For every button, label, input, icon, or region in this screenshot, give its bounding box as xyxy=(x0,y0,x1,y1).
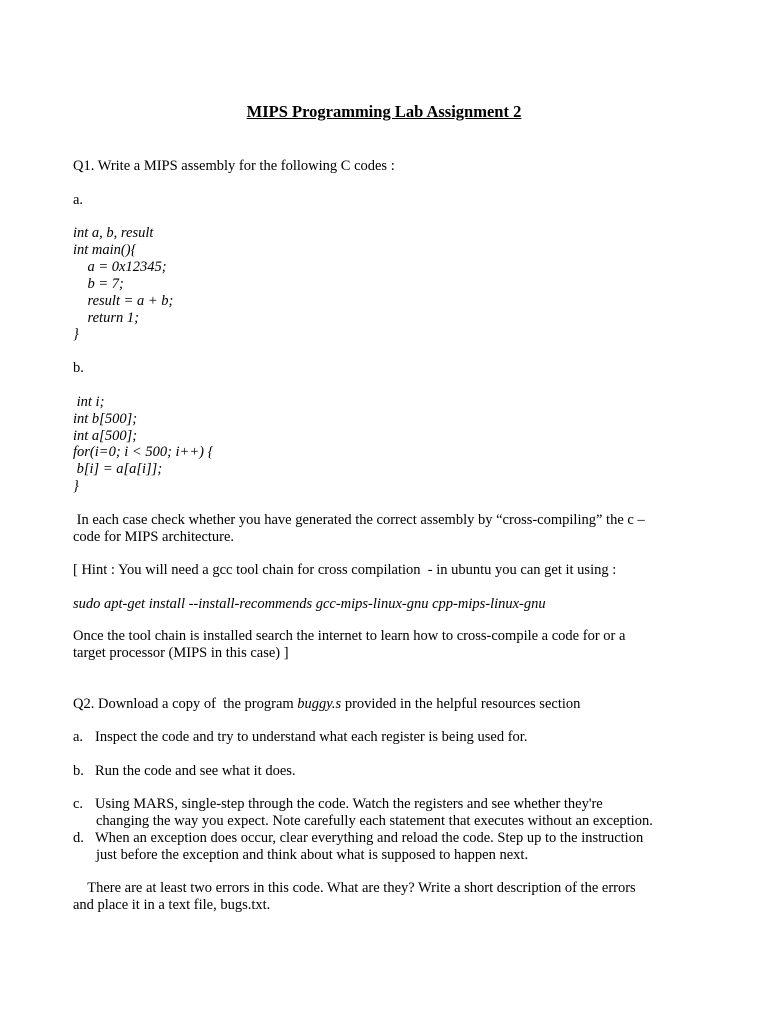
code-b-line: int i; xyxy=(73,394,105,410)
list-marker: b. xyxy=(73,763,84,779)
hint-text: [ Hint : You will need a gcc tool chain for cross compilation - in ubuntu you can get it using : xyxy=(73,562,617,578)
code-b-line: int b[500]; xyxy=(73,411,138,427)
code-a-line: } xyxy=(73,326,79,342)
closing-text-line: and place it in a text file, bugs.txt. xyxy=(73,897,271,913)
q1-part-b-label: b. xyxy=(73,360,84,376)
code-a-line: a = 0x12345; xyxy=(73,259,167,275)
q2-item-c xyxy=(73,796,603,813)
q2-heading xyxy=(73,696,580,713)
code-a-line: return 1; xyxy=(73,310,139,326)
list-item-text: Run the code and see what it does. xyxy=(95,763,296,779)
q2-item-d xyxy=(73,830,643,847)
list-item-continuation: just before the exception and think about what is supposed to happen next. xyxy=(96,847,529,863)
list-marker: d. xyxy=(73,830,84,846)
q1-heading: Q1. Write a MIPS assembly for the following C codes : xyxy=(73,158,395,174)
q2-heading-prefix: Q2. Download a copy of the program xyxy=(73,696,298,712)
code-b-line: } xyxy=(73,478,79,494)
list-item-continuation: changing the way you expect. Note carefully each statement that executes without an exception. xyxy=(96,813,653,829)
list-marker: a. xyxy=(73,729,84,745)
check-text-line: In each case check whether you have generated the correct assembly by “cross-compiling” the c – xyxy=(73,512,645,528)
code-a-line: int a, b, result xyxy=(73,225,154,241)
install-command: sudo apt-get install --install-recommends gcc-mips-linux-gnu cpp-mips-linux-gnu xyxy=(73,596,546,612)
closing-text-line: There are at least two errors in this code. What are they? Write a short description of the errors xyxy=(73,880,636,896)
code-b-line: int a[500]; xyxy=(73,428,138,444)
code-b-line: b[i] = a[a[i]]; xyxy=(73,461,163,477)
list-item-text: Using MARS, single-step through the code. Watch the registers and see whether they're xyxy=(95,796,603,812)
list-item-text: When an exception does occur, clear everything and reload the code. Step up to the instruction xyxy=(95,830,644,846)
q2-heading-file: buggy.s xyxy=(297,696,342,712)
q2-heading-suffix: provided in the helpful resources section xyxy=(341,696,581,712)
page-title-text: MIPS Programming Lab Assignment 2 xyxy=(246,102,522,121)
code-b-line: for(i=0; i < 500; i++) { xyxy=(73,444,214,460)
list-item-text: Inspect the code and try to understand what each register is being used for. xyxy=(95,729,528,745)
code-a-line: int main(){ xyxy=(73,242,137,258)
page-title xyxy=(0,102,768,122)
q2-item-b xyxy=(73,763,296,780)
q2-item-a xyxy=(73,729,527,746)
q1-part-a-label: a. xyxy=(73,192,84,208)
once-text-line: Once the tool chain is installed search the internet to learn how to cross-compile a code for or a xyxy=(73,628,626,644)
list-marker: c. xyxy=(73,796,84,812)
check-text-line: code for MIPS architecture. xyxy=(73,529,235,545)
once-text-line: target processor (MIPS in this case) ] xyxy=(73,645,289,661)
code-a-line: b = 7; xyxy=(73,276,124,292)
code-a-line: result = a + b; xyxy=(73,293,174,309)
